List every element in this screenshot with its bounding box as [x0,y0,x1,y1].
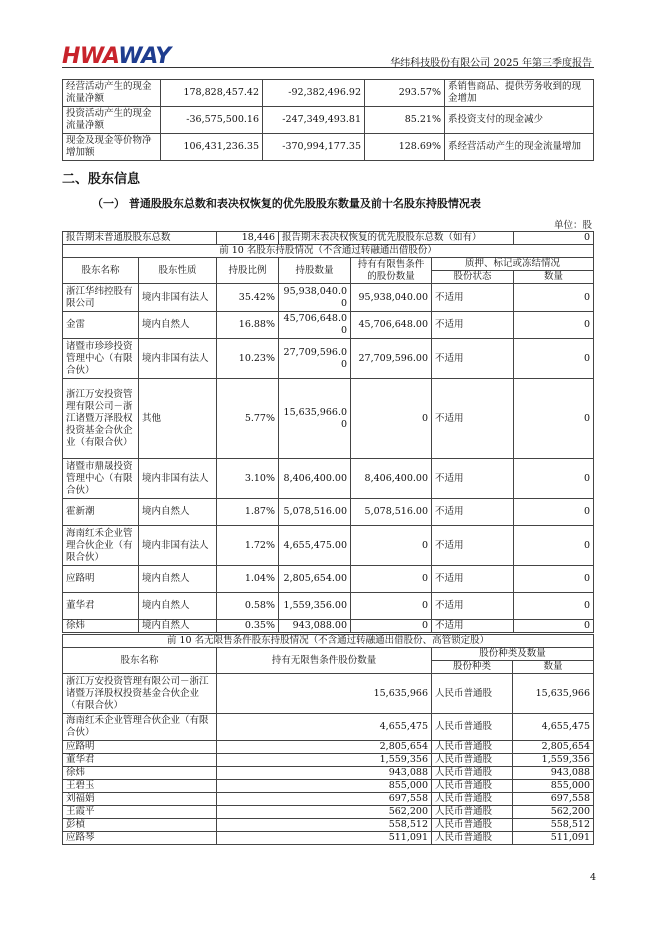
holder-qty: 27,709,596.00 [279,339,351,379]
holder-name: 王霞平 [63,806,217,819]
holder-ratio: 5.77% [217,379,279,459]
col-header-nature: 股东性质 [139,258,217,284]
current-value: -36,575,500.16 [161,107,263,134]
share-kind: 人民币普通股 [432,767,513,780]
table-row [63,339,594,379]
col-header-status: 股份状态 [432,271,514,284]
holder-nature: 其他 [139,379,217,459]
table-row [63,593,594,620]
top10-caption: 前 10 名股东持股情况（不含通过转融通出借股份） [63,245,594,258]
holder-ratio: 1.04% [217,566,279,593]
total-holders-label: 报告期末普通股股东总数 [63,232,217,245]
holder-status: 不适用 [432,526,514,566]
table-row [63,832,594,845]
col-header-kind: 股份种类 [432,661,513,674]
change-reason: 系销售商品、提供劳务收到的现金增加 [445,80,594,107]
holder-ratio: 0.35% [217,620,279,633]
table-row [63,767,594,780]
holder-status: 不适用 [432,566,514,593]
share-count: 2,805,654 [513,741,594,754]
holder-name: 金雷 [63,312,139,339]
holder-ratio: 3.10% [217,459,279,499]
table-row [63,284,594,312]
table-row [63,379,594,459]
holder-qty: 15,635,966 [217,674,432,714]
holder-ratio: 1.87% [217,499,279,526]
holder-name: 彭楨 [63,819,217,832]
share-count: 4,655,475 [513,714,594,741]
holder-restricted: 0 [351,526,432,566]
holder-name: 浙江华纬控股有限公司 [63,284,139,312]
share-count: 697,558 [513,793,594,806]
holder-nature: 境内非国有法人 [139,526,217,566]
holder-restricted: 0 [351,593,432,620]
share-kind: 人民币普通股 [432,832,513,845]
holder-name: 王碧玉 [63,780,217,793]
holder-name: 霍新潮 [63,499,139,526]
prior-value: -247,349,493.81 [263,107,365,134]
holder-status: 不适用 [432,379,514,459]
holder-count: 0 [514,526,594,566]
prior-value: -370,994,177.35 [263,134,365,161]
holder-name: 浙江万安投资管理有限公司－浙江诸暨万泽股权投资基金合伙企业（有限合伙） [63,674,217,714]
col-header-count: 数量 [513,661,594,674]
holder-ratio: 16.88% [217,312,279,339]
holder-status: 不适用 [432,339,514,379]
table-row [63,107,594,134]
section-subtitle: （一） 普通股股东总数和表决权恢复的优先股股东数量及前十名股东持股情况表 [92,197,481,210]
change-percent: 293.57% [365,80,445,107]
holder-nature: 境内自然人 [139,566,217,593]
holder-ratio: 35.42% [217,284,279,312]
share-count: 511,091 [513,832,594,845]
share-count: 558,512 [513,819,594,832]
prior-value: -92,382,496.92 [263,80,365,107]
table-row [63,754,594,767]
holder-restricted: 0 [351,620,432,633]
holder-ratio: 1.72% [217,526,279,566]
page-number: 4 [589,872,596,883]
table-row [63,80,594,107]
section-title: 二、股东信息 [62,172,141,187]
holder-qty: 943,088 [217,767,432,780]
holder-status: 不适用 [432,593,514,620]
holder-name: 浙江万安投资管理有限公司－浙江诸暨万泽股权投资基金合伙企业（有限合伙） [63,379,139,459]
holder-count: 0 [514,312,594,339]
holder-qty: 558,512 [217,819,432,832]
holder-name: 董华君 [63,754,217,767]
table-row [63,526,594,566]
holder-name: 应路明 [63,566,139,593]
holder-qty: 4,655,475.00 [279,526,351,566]
share-count: 943,088 [513,767,594,780]
holder-count: 0 [514,620,594,633]
current-value: 106,431,236.35 [161,134,263,161]
col-header-ratio: 持股比例 [217,258,279,284]
holder-nature: 境内自然人 [139,593,217,620]
share-kind: 人民币普通股 [432,793,513,806]
table-row [63,566,594,593]
caption-row [63,245,594,258]
holder-qty: 2,805,654.00 [279,566,351,593]
share-kind: 人民币普通股 [432,741,513,754]
holder-name: 诸暨市鼎晟投资管理中心（有限合伙） [63,459,139,499]
holder-ratio: 0.58% [217,593,279,620]
holder-qty: 855,000 [217,780,432,793]
holder-restricted: 5,078,516.00 [351,499,432,526]
holder-name: 海南红禾企业管理合伙企业（有限合伙） [63,714,217,741]
holder-name: 应路琴 [63,832,217,845]
col-header-count: 数量 [514,271,594,284]
holder-nature: 境内非国有法人 [139,459,217,499]
holder-qty: 2,805,654 [217,741,432,754]
table-row [63,714,594,741]
holder-count: 0 [514,339,594,379]
holder-count: 0 [514,379,594,459]
cashflow-table [62,79,594,161]
col-header-pledge: 质押、标记或冻结情况 [432,258,594,271]
holder-count: 0 [514,499,594,526]
table-row [63,499,594,526]
holder-restricted: 0 [351,566,432,593]
change-percent: 85.21% [365,107,445,134]
holder-qty: 4,655,475 [217,714,432,741]
share-count: 15,635,966 [513,674,594,714]
share-kind: 人民币普通股 [432,674,513,714]
holder-status: 不适用 [432,312,514,339]
report-title: 华纬科技股份有限公司 2025 年第三季度报告 [390,58,592,69]
share-count: 562,200 [513,806,594,819]
unit-label: 单位：股 [553,220,592,231]
holder-nature: 境内非国有法人 [139,284,217,312]
pref-holders-value: 0 [514,232,594,245]
holder-count: 0 [514,566,594,593]
col-header-qty: 持股数量 [279,258,351,284]
holder-qty: 1,559,356.00 [279,593,351,620]
holder-qty: 8,406,400.00 [279,459,351,499]
change-percent: 128.69% [365,134,445,161]
holder-name: 董华君 [63,593,139,620]
holder-nature: 境内自然人 [139,620,217,633]
header-row [63,648,594,661]
table-row [63,312,594,339]
table-row [63,793,594,806]
total-holders-value: 18,446 [217,232,279,245]
company-logo: HWAWAY [62,44,171,69]
holder-nature: 境内自然人 [139,499,217,526]
col-header-qty: 持有无限售条件股份数量 [217,648,432,674]
share-kind: 人民币普通股 [432,754,513,767]
table-row [63,806,594,819]
table-row [63,620,594,633]
holder-restricted: 95,938,040.00 [351,284,432,312]
share-kind: 人民币普通股 [432,780,513,793]
caption-row [63,635,594,648]
col-header-kind-qty: 股份种类及数量 [432,648,594,661]
holder-status: 不适用 [432,459,514,499]
row-label: 经营活动产生的现金流量净额 [63,80,161,107]
summary-row [63,232,594,245]
holder-qty: 5,078,516.00 [279,499,351,526]
unrestricted-table [62,634,594,845]
share-count: 1,559,356 [513,754,594,767]
holder-name: 刘福娟 [63,793,217,806]
holder-name: 应路明 [63,741,217,754]
col-header-name: 股东名称 [63,258,139,284]
table-row [63,780,594,793]
holder-qty: 943,088.00 [279,620,351,633]
share-kind: 人民币普通股 [432,806,513,819]
holder-qty: 697,558 [217,793,432,806]
holder-restricted: 45,706,648.00 [351,312,432,339]
holder-count: 0 [514,593,594,620]
pref-holders-label: 报告期末表决权恢复的优先股股东总数（如有） [279,232,514,245]
share-kind: 人民币普通股 [432,819,513,832]
holder-ratio: 10.23% [217,339,279,379]
table-row [63,674,594,714]
holder-status: 不适用 [432,499,514,526]
row-label: 投资活动产生的现金流量净额 [63,107,161,134]
share-count: 855,000 [513,780,594,793]
holder-nature: 境内非国有法人 [139,339,217,379]
share-kind: 人民币普通股 [432,714,513,741]
holder-status: 不适用 [432,284,514,312]
table-row [63,819,594,832]
holder-count: 0 [514,284,594,312]
holder-restricted: 0 [351,379,432,459]
col-header-name: 股东名称 [63,648,217,674]
col-header-restricted: 持有有限售条件的股份数量 [351,258,432,284]
holder-nature: 境内自然人 [139,312,217,339]
holder-status: 不适用 [432,620,514,633]
holder-qty: 15,635,966.00 [279,379,351,459]
holder-count: 0 [514,459,594,499]
holder-restricted: 8,406,400.00 [351,459,432,499]
change-reason: 系经营活动产生的现金流量增加 [445,134,594,161]
holder-qty: 45,706,648.00 [279,312,351,339]
row-label: 现金及现金等价物净增加额 [63,134,161,161]
change-reason: 系投资支付的现金减少 [445,107,594,134]
holder-qty: 1,559,356 [217,754,432,767]
shareholders-table [62,231,594,633]
holder-name: 徐炜 [63,767,217,780]
current-value: 178,828,457.42 [161,80,263,107]
unrestricted-caption: 前 10 名无限售条件股东持股情况（不含通过转融通出借股份、高管锁定股） [63,635,594,648]
table-row [63,741,594,754]
holder-name: 海南红禾企业管理合伙企业（有限合伙） [63,526,139,566]
holder-name: 徐炜 [63,620,139,633]
table-row [63,459,594,499]
holder-restricted: 27,709,596.00 [351,339,432,379]
table-row [63,134,594,161]
holder-qty: 511,091 [217,832,432,845]
header-row [63,258,594,271]
holder-qty: 95,938,040.00 [279,284,351,312]
header-divider [62,67,594,68]
holder-qty: 562,200 [217,806,432,819]
holder-name: 诸暨市珍珍投资管理中心（有限合伙） [63,339,139,379]
